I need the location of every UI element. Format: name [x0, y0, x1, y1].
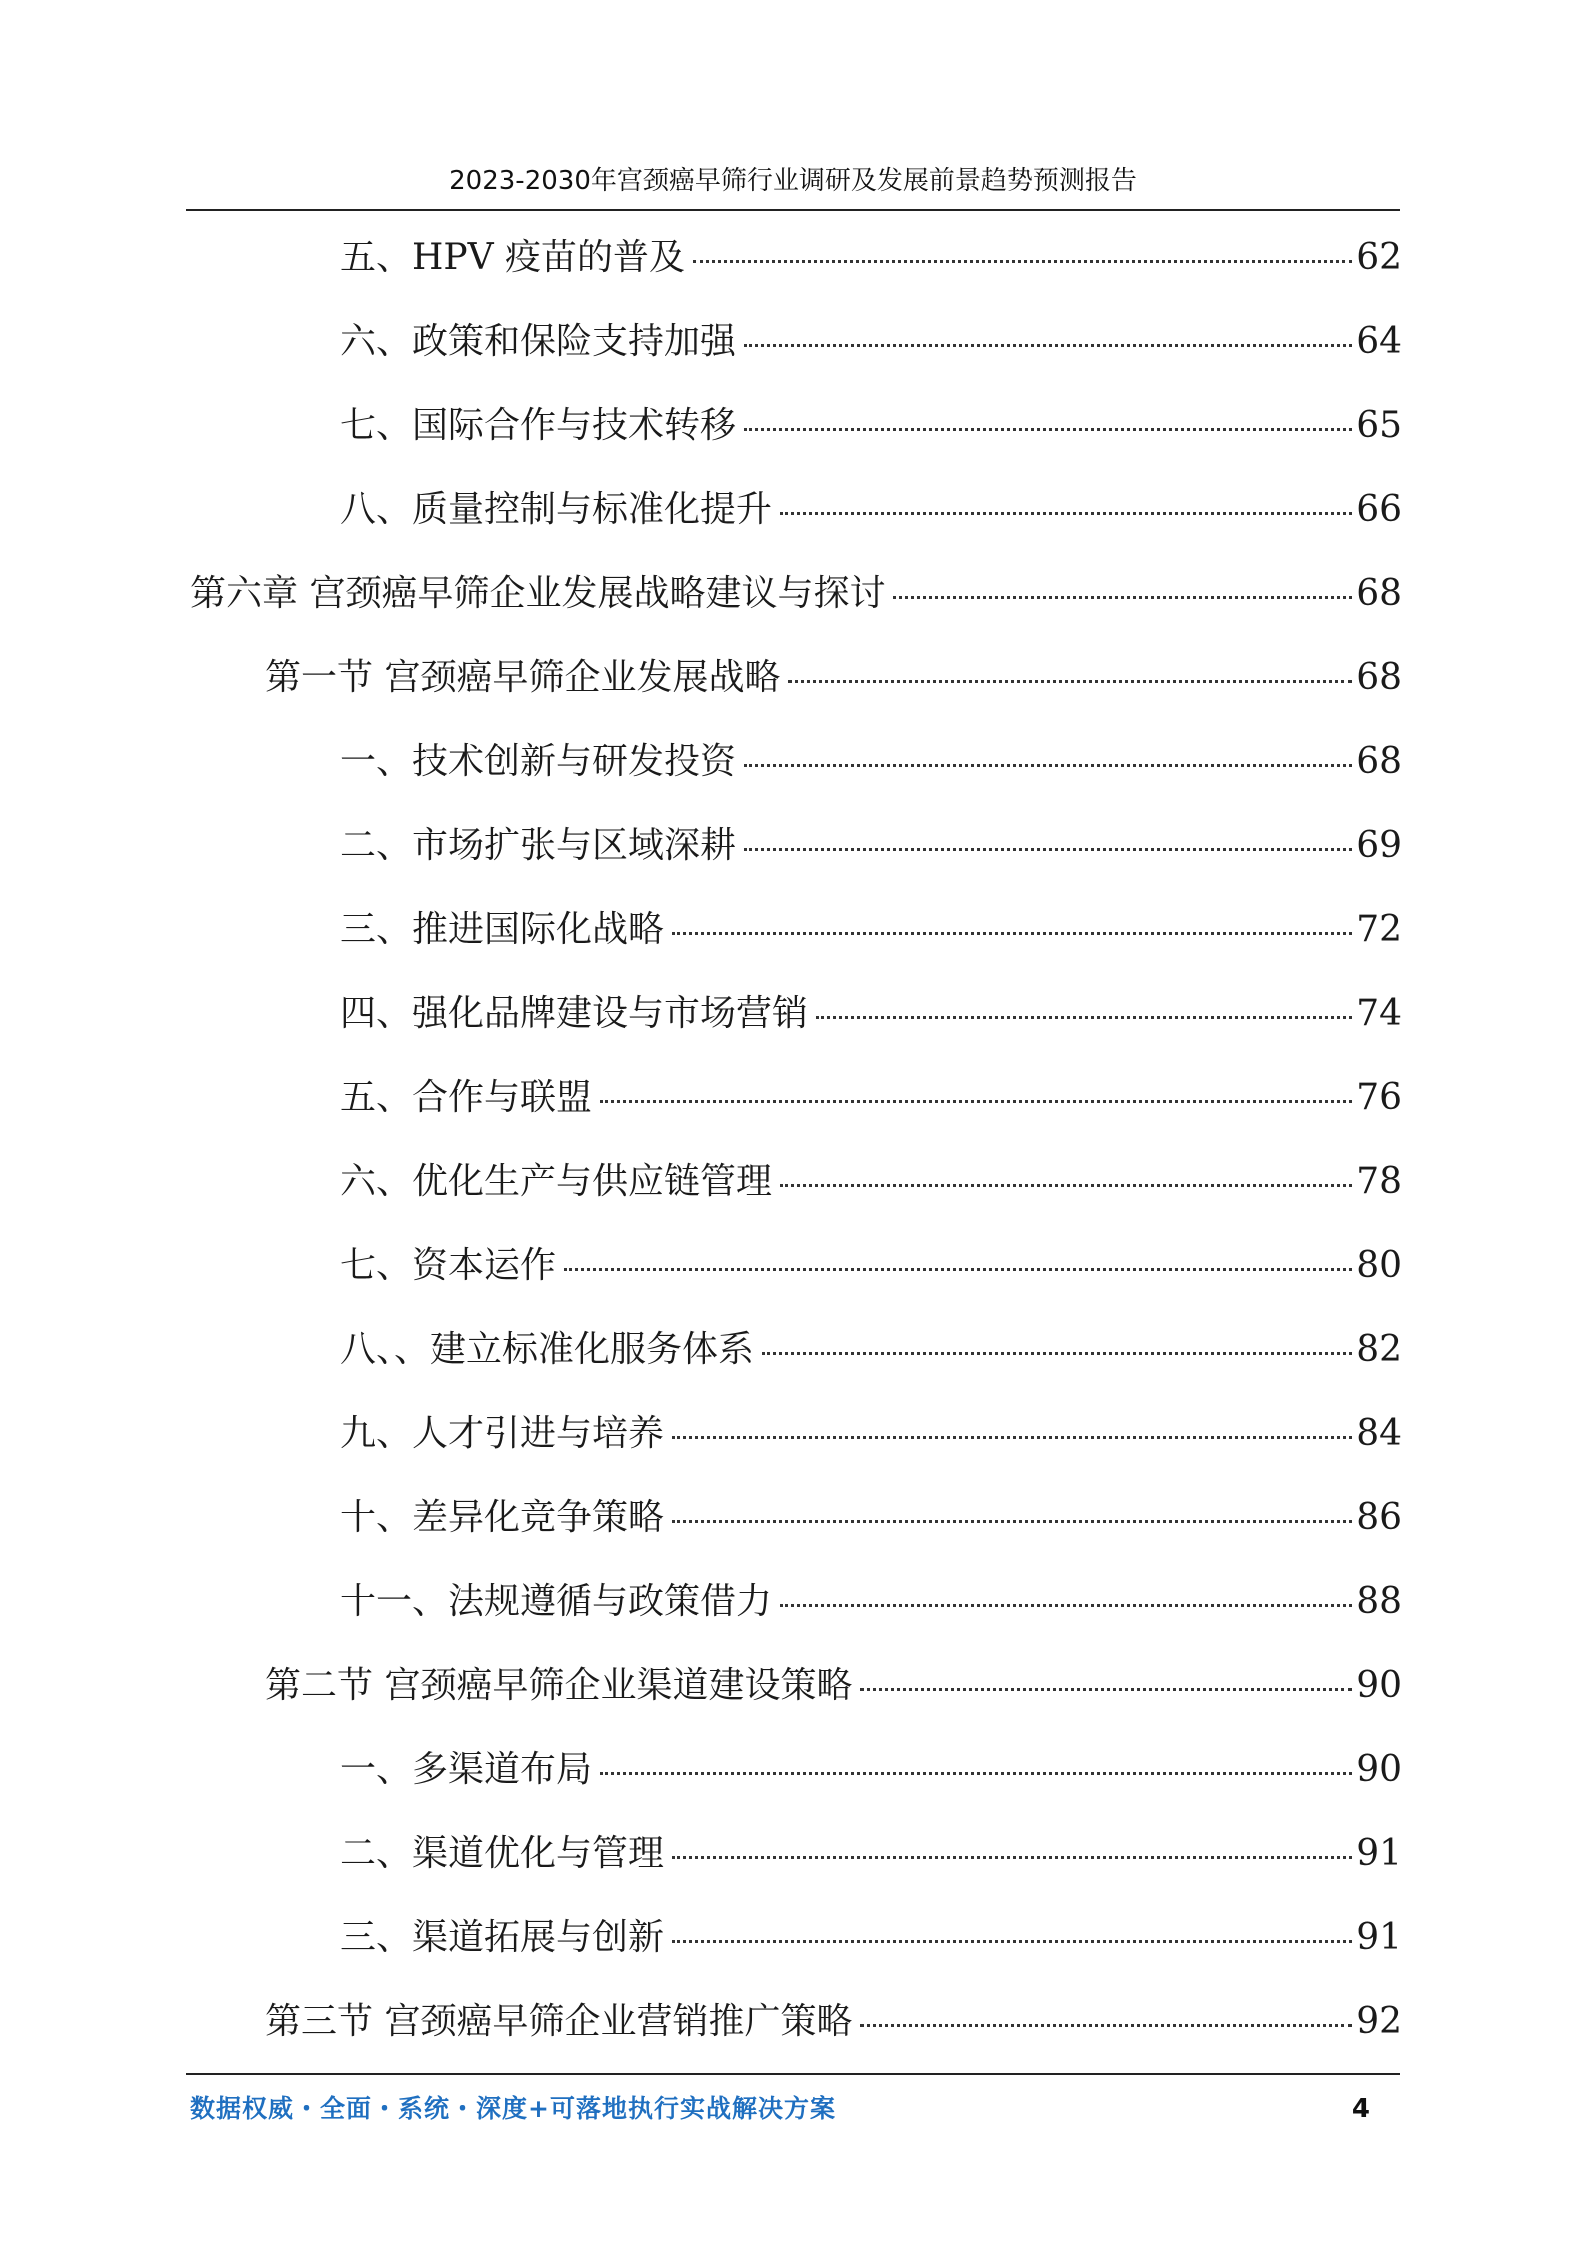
- toc-dot-leader: [744, 344, 1352, 347]
- header-divider: [186, 209, 1400, 211]
- toc-entry-label: 七、资本运作: [340, 1245, 557, 1286]
- toc-entry-page: 88: [1356, 1581, 1402, 1622]
- toc-entry-label: 第六章 宫颈癌早筛企业发展战略建议与探讨: [190, 573, 886, 614]
- toc-entry[interactable]: [340, 1744, 1402, 1796]
- toc-entry-label: 三、渠道拓展与创新: [340, 1917, 665, 1958]
- toc-entry-label: 四、强化品牌建设与市场营销: [340, 993, 809, 1034]
- toc-entry[interactable]: [340, 1072, 1402, 1124]
- toc-dot-leader: [672, 1940, 1352, 1943]
- toc-dot-leader: [672, 932, 1352, 935]
- report-title: 2023-2030年宫颈癌早筛行业调研及发展前景趋势预测报告: [449, 166, 1137, 196]
- toc-dot-leader: [860, 2024, 1352, 2027]
- toc-entry-label: 十、差异化竞争策略: [340, 1497, 665, 1538]
- toc-entry[interactable]: [340, 1576, 1402, 1628]
- toc-dot-leader: [780, 512, 1352, 515]
- toc-entry-label: 九、人才引进与培养: [340, 1413, 665, 1454]
- toc-entry-label: 六、政策和保险支持加强: [340, 321, 737, 362]
- toc-entry[interactable]: [340, 1492, 1402, 1544]
- toc-entry[interactable]: [265, 1996, 1402, 2048]
- toc-entry[interactable]: [340, 1156, 1402, 1208]
- toc-entry-label: 八、质量控制与标准化提升: [340, 489, 773, 530]
- toc-entry-label: 一、技术创新与研发投资: [340, 741, 737, 782]
- toc-dot-leader: [693, 260, 1352, 263]
- toc-entry[interactable]: [340, 232, 1402, 284]
- toc-entry-label: 第一节 宫颈癌早筛企业发展战略: [265, 657, 781, 698]
- toc-entry-page: 76: [1356, 1077, 1402, 1118]
- toc-dot-leader: [780, 1184, 1352, 1187]
- toc-entry[interactable]: [340, 1324, 1402, 1376]
- toc-entry-page: 66: [1356, 489, 1402, 530]
- toc-entry[interactable]: [340, 1408, 1402, 1460]
- toc-entry[interactable]: [340, 736, 1402, 788]
- footer-slogan: 数据权威・全面・系统・深度+可落地执行实战解决方案: [190, 2094, 836, 2123]
- toc-entry[interactable]: [340, 400, 1402, 452]
- toc-entry[interactable]: [340, 1828, 1402, 1880]
- toc-entry-page: 65: [1356, 405, 1402, 446]
- toc-entry-page: 62: [1356, 237, 1402, 278]
- toc-entry[interactable]: [340, 484, 1402, 536]
- toc-entry-label: 第三节 宫颈癌早筛企业营销推广策略: [265, 2001, 853, 2042]
- toc-dot-leader: [744, 848, 1352, 851]
- toc-entry[interactable]: [265, 1660, 1402, 1712]
- toc-dot-leader: [672, 1436, 1352, 1439]
- toc-entry-label: 第二节 宫颈癌早筛企业渠道建设策略: [265, 1665, 853, 1706]
- toc-entry-page: 64: [1356, 321, 1402, 362]
- toc-dot-leader: [600, 1100, 1352, 1103]
- toc-entry[interactable]: [340, 316, 1402, 368]
- toc-entry-label: 五、合作与联盟: [340, 1077, 593, 1118]
- toc-entry-label: 六、优化生产与供应链管理: [340, 1161, 773, 1202]
- toc-dot-leader: [672, 1520, 1352, 1523]
- toc-entry-page: 68: [1356, 573, 1402, 614]
- toc-entry-page: 80: [1356, 1245, 1402, 1286]
- toc-entry[interactable]: [190, 568, 1402, 620]
- toc-entry-label: 三、推进国际化战略: [340, 909, 665, 950]
- toc-entry-label: 八、、建立标准化服务体系: [340, 1329, 755, 1370]
- toc-dot-leader: [564, 1268, 1352, 1271]
- toc-dot-leader: [860, 1688, 1352, 1691]
- toc-dot-leader: [780, 1604, 1352, 1607]
- toc-entry-label: 二、渠道优化与管理: [340, 1833, 665, 1874]
- toc-dot-leader: [816, 1016, 1352, 1019]
- toc-entry-page: 91: [1356, 1833, 1402, 1874]
- toc-entry-page: 92: [1356, 2001, 1402, 2042]
- toc-entry-page: 91: [1356, 1917, 1402, 1958]
- toc-dot-leader: [893, 596, 1352, 599]
- toc-dot-leader: [672, 1856, 1352, 1859]
- toc-dot-leader: [744, 428, 1352, 431]
- toc-entry-page: 68: [1356, 741, 1402, 782]
- toc-entry-page: 69: [1356, 825, 1402, 866]
- toc-entry-label: 十一、法规遵循与政策借力: [340, 1581, 773, 1622]
- footer-divider: [186, 2073, 1400, 2075]
- toc-entry-page: 84: [1356, 1413, 1402, 1454]
- toc-entry-label: 二、市场扩张与区域深耕: [340, 825, 737, 866]
- toc-dot-leader: [744, 764, 1352, 767]
- toc-entry-label: 一、多渠道布局: [340, 1749, 593, 1790]
- toc-entry-page: 72: [1356, 909, 1402, 950]
- toc-entry-page: 78: [1356, 1161, 1402, 1202]
- toc-entry[interactable]: [340, 904, 1402, 956]
- toc-entry[interactable]: [265, 652, 1402, 704]
- toc-entry-label: 五、HPV 疫苗的普及: [340, 237, 686, 278]
- toc-entry-page: 82: [1356, 1329, 1402, 1370]
- toc-dot-leader: [600, 1772, 1352, 1775]
- toc-entry[interactable]: [340, 1240, 1402, 1292]
- toc-dot-leader: [788, 680, 1352, 683]
- toc-entry-page: 68: [1356, 657, 1402, 698]
- toc-entry-page: 86: [1356, 1497, 1402, 1538]
- toc-entry[interactable]: [340, 1912, 1402, 1964]
- page-number: 4: [1351, 2094, 1370, 2124]
- toc-entry-page: 90: [1356, 1749, 1402, 1790]
- toc-dot-leader: [762, 1352, 1352, 1355]
- toc-entry[interactable]: [340, 988, 1402, 1040]
- toc-entry[interactable]: [340, 820, 1402, 872]
- toc-entry-page: 90: [1356, 1665, 1402, 1706]
- toc-entry-label: 七、国际合作与技术转移: [340, 405, 737, 446]
- toc-entry-page: 74: [1356, 993, 1402, 1034]
